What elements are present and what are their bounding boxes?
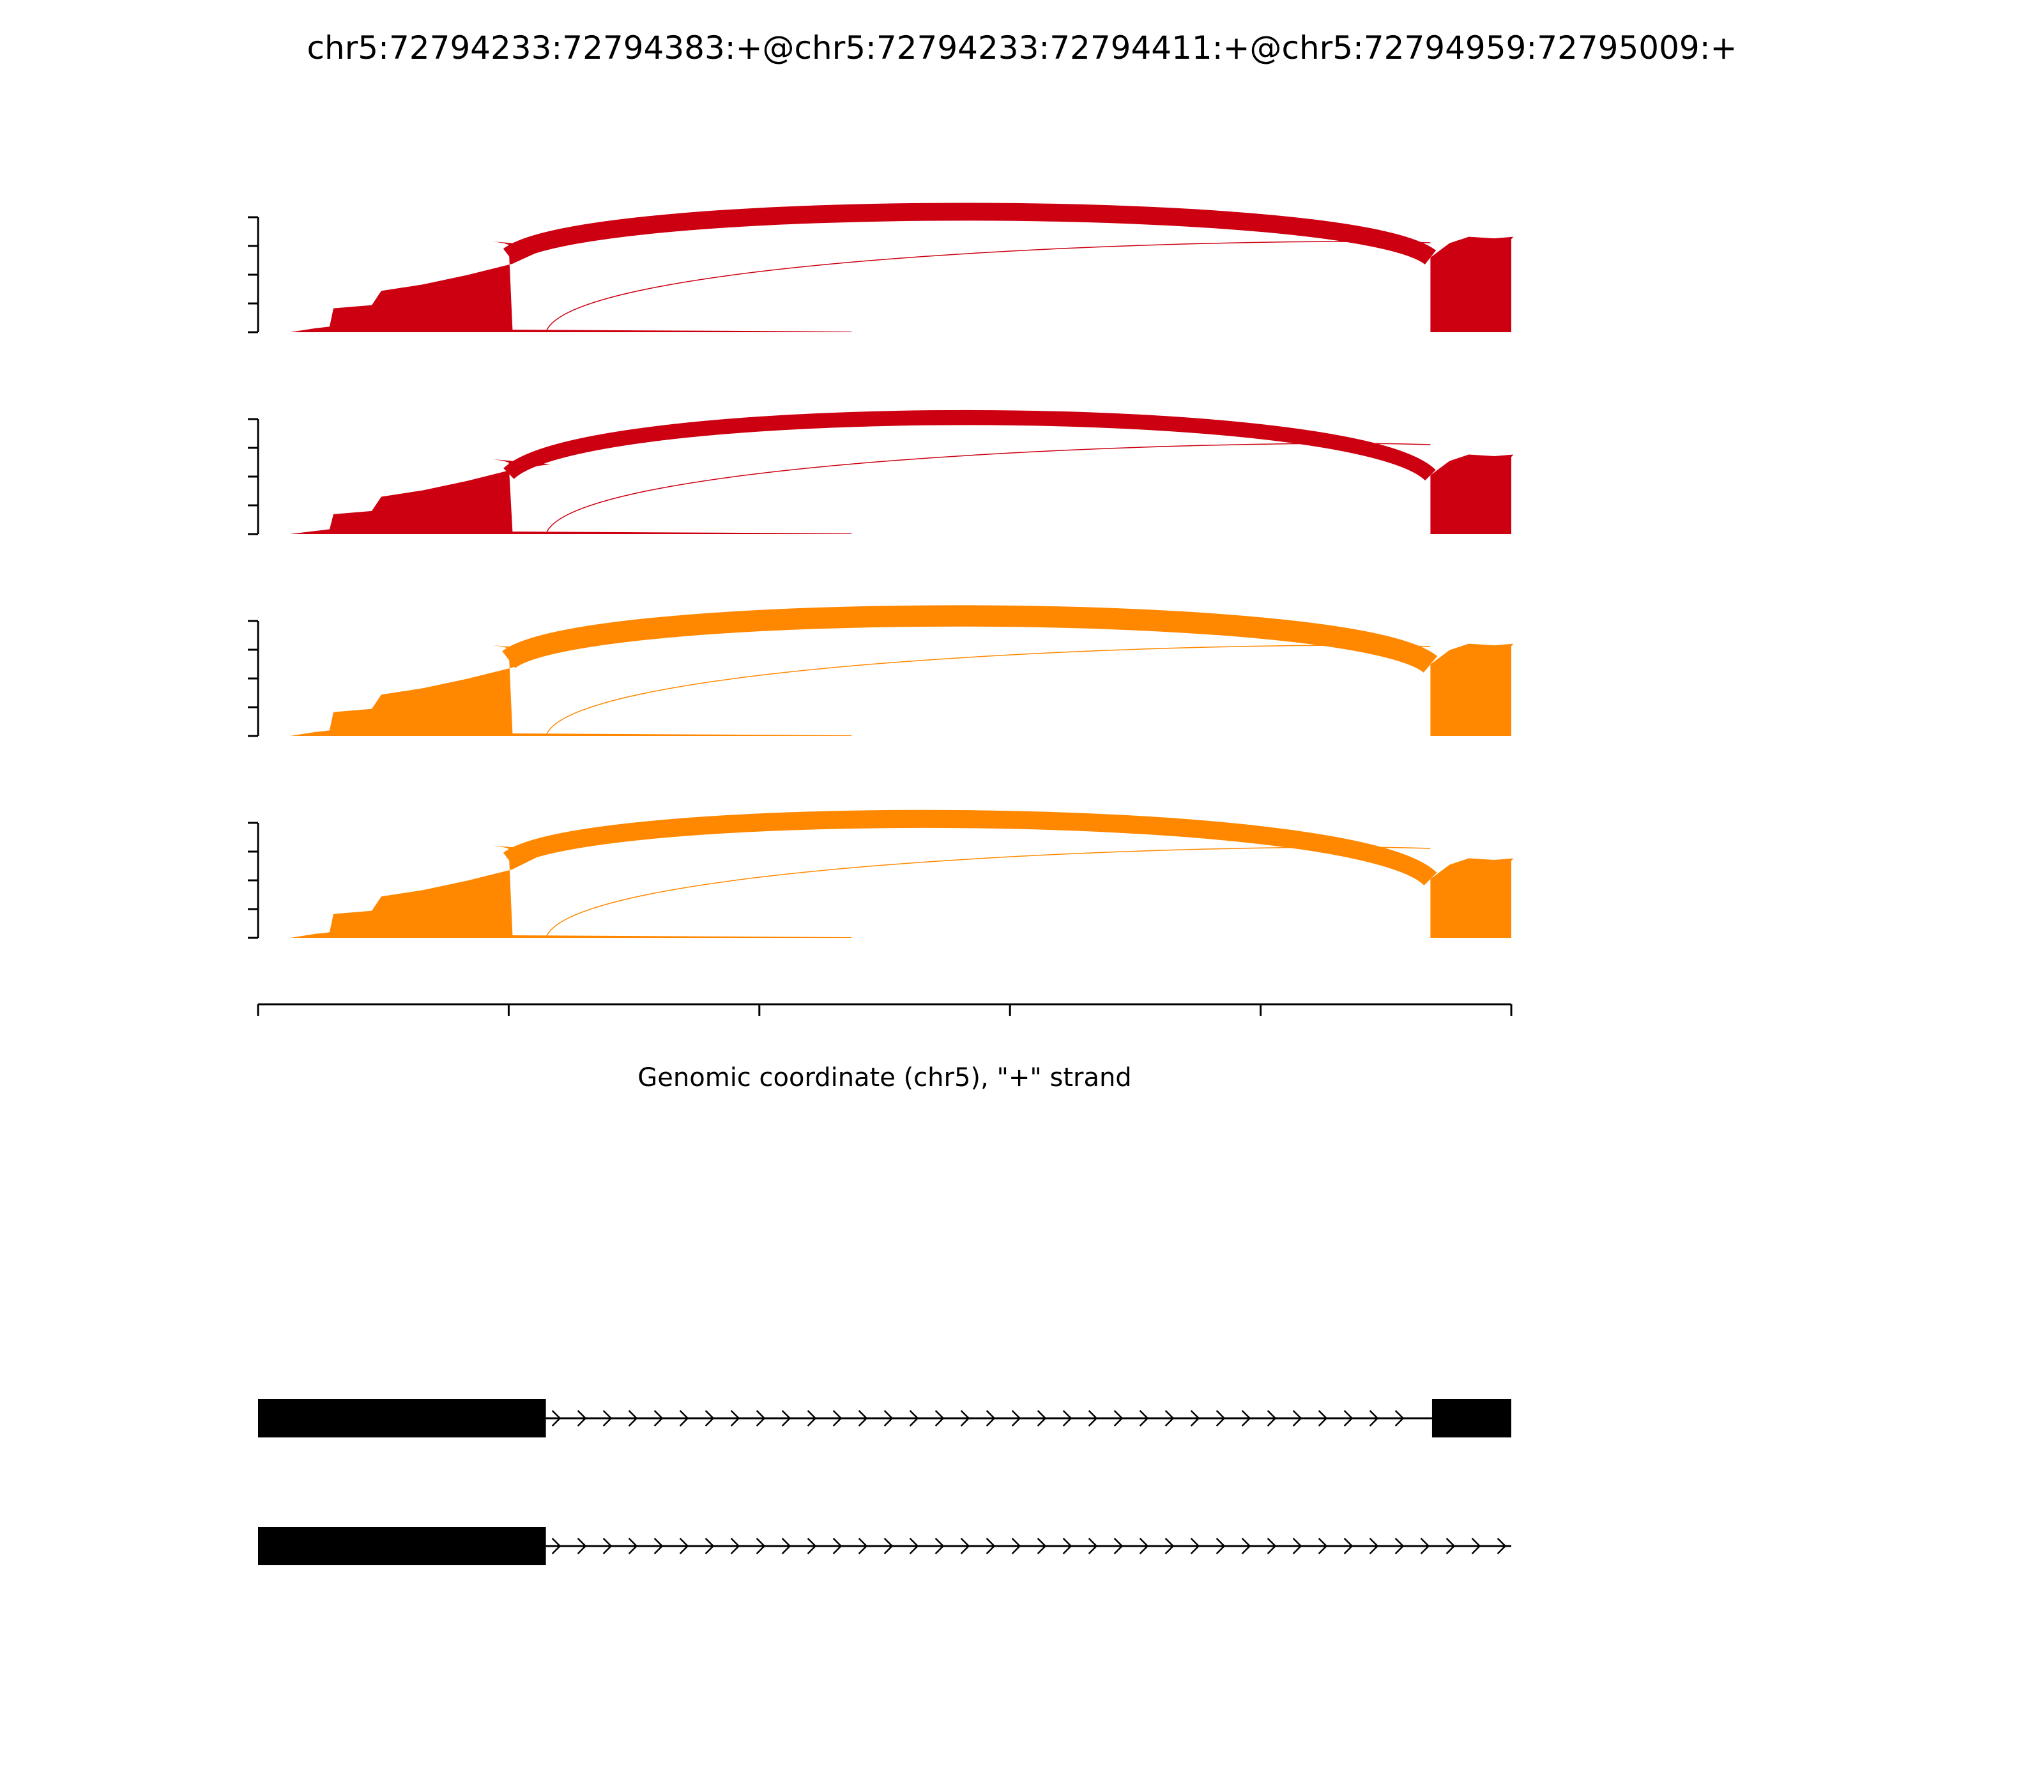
exon-block — [258, 1399, 546, 1437]
coverage-exon2-area — [1430, 644, 1513, 736]
coverage-exon1-area — [258, 241, 851, 332]
coverage-panel-2 — [248, 418, 1513, 534]
coverage-panel-1 — [248, 211, 1513, 332]
gene-models — [258, 1399, 1511, 1565]
junction-arc-minor — [546, 645, 1431, 736]
junction-arc-minor — [546, 241, 1431, 332]
exon-block — [1432, 1399, 1511, 1437]
coverage-exon1-area — [258, 645, 851, 736]
x-axis — [258, 1004, 1511, 1092]
x-axis-label: Genomic coordinate (chr5), "+" strand — [637, 1063, 1132, 1092]
junction-label-box — [951, 460, 979, 480]
junction-label-box — [951, 258, 979, 279]
coverage-panel-3 — [248, 616, 1513, 736]
junction-arc-minor — [546, 443, 1431, 534]
coverage-panels — [248, 211, 1513, 938]
junction-label-box — [927, 829, 1003, 851]
junction-label-box — [951, 662, 979, 682]
junction-label-box — [951, 864, 979, 884]
coverage-exon2-area — [1430, 237, 1513, 332]
junction-arc-minor — [546, 847, 1431, 938]
coverage-exon1-area — [258, 846, 851, 938]
junction-label-box — [927, 224, 1003, 245]
exon-block — [258, 1527, 546, 1565]
gene-model-2 — [258, 1527, 1511, 1565]
figure-title: chr5:72794233:72794383:+@chr5:72794233:72794411:+@chr5:72794959:72795009:+ — [307, 29, 1737, 66]
coverage-exon2-area — [1430, 859, 1513, 938]
junction-label-box — [927, 627, 1003, 649]
coverage-panel-4 — [248, 819, 1513, 938]
gene-model-1 — [258, 1399, 1511, 1437]
junction-label-box — [927, 425, 1003, 447]
coverage-exon2-area — [1430, 455, 1513, 534]
